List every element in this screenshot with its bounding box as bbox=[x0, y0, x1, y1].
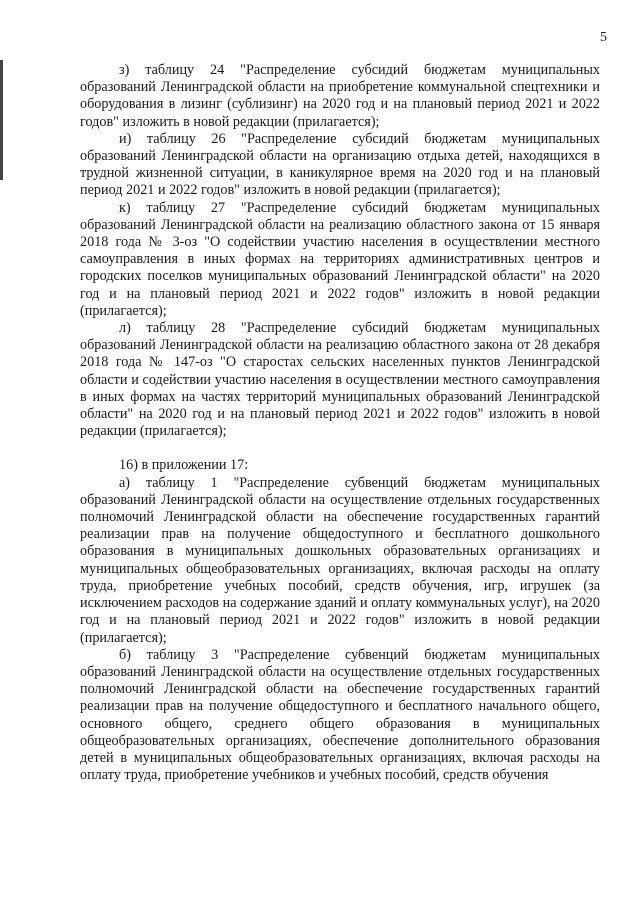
paragraph-item-k: к) таблицу 27 "Распределение субсидий бюджетам муниципальных образований Ленинградской области на реализацию областного закона от 15 января 2018 года № 3-оз "О содействии участию населения в осуществлении местного самоуправления в иных формах на территориях административных центров и городских поселков муниципальных образований Ленинградской области" на 2020 год и на плановый период 2021 и 2022 годов" изложить в новой редакции (прилагается); bbox=[80, 199, 600, 319]
paragraph-item-b: б) таблицу 3 "Распределение субвенций бюджетам муниципальных образований Ленинградской области на осуществление отдельных государственных полномочий Ленинградской области на обеспечение государственных гарантий реализации прав на получение общедоступного и бесплатного начального общего, основного общего, среднего общего образования в муниципальных общеобразовательных организациях, обеспечение дополнительного образования детей в муниципальных общеобразовательных организациях, включая расходы на оплату труда, приобретение учебников и учебных пособий, средств обучения bbox=[80, 646, 600, 784]
paragraph-gap bbox=[80, 440, 600, 457]
paragraph-item-a: а) таблицу 1 "Распределение субвенций бюджетам муниципальных образований Ленинградской области на осуществление отдельных государственных полномочий Ленинградской области на обеспечение государственных гарантий реализации прав на получение общедоступного и бесплатного дошкольного образования в муниципальных дошкольных образовательных организациях и муниципальных общеобразовательных организациях, включая расходы на оплату труда, приобретение учебных пособий, средств обучения, игр, игрушек (за исключением расходов на содержание зданий и оплату коммунальных услуг), на 2020 год и на плановый период 2021 и 2022 годов" изложить в новой редакции (прилагается); bbox=[80, 474, 600, 646]
scan-edge-mark bbox=[0, 60, 3, 180]
paragraph-item-i: и) таблицу 26 "Распределение субсидий бюджетам муниципальных образований Ленинградской области на организацию отдыха детей, находящихся в трудной жизненной ситуации, в каникулярное время на 2020 год и на плановый период 2021 и 2022 годов" изложить в новой редакции (прилагается); bbox=[80, 130, 600, 199]
page-number: 5 bbox=[600, 30, 607, 45]
section-heading-16: 16) в приложении 17: bbox=[119, 457, 249, 474]
document-body bbox=[80, 62, 600, 784]
paragraph-item-z: з) таблицу 24 "Распределение субсидий бюджетам муниципальных образований Ленинградской области на приобретение коммунальной спецтехники и оборудования в лизинг (сублизинг) на 2020 год и на плановый период 2021 и 2022 годов" изложить в новой редакции (прилагается); bbox=[80, 62, 600, 130]
paragraph-item-l: л) таблицу 28 "Распределение субсидий бюджетам муниципальных образований Ленинградской области на реализацию областного закона от 28 декабря 2018 года № 147-оз "О старостах сельских населенных пунктов Ленинградской области и содействии участию населения в осуществлении местного самоуправления в иных формах на частях территорий муниципальных образований Ленинградской области" на 2020 год и на плановый период 2021 и 2022 годов" изложить в новой редакции (прилагается); bbox=[80, 320, 600, 440]
